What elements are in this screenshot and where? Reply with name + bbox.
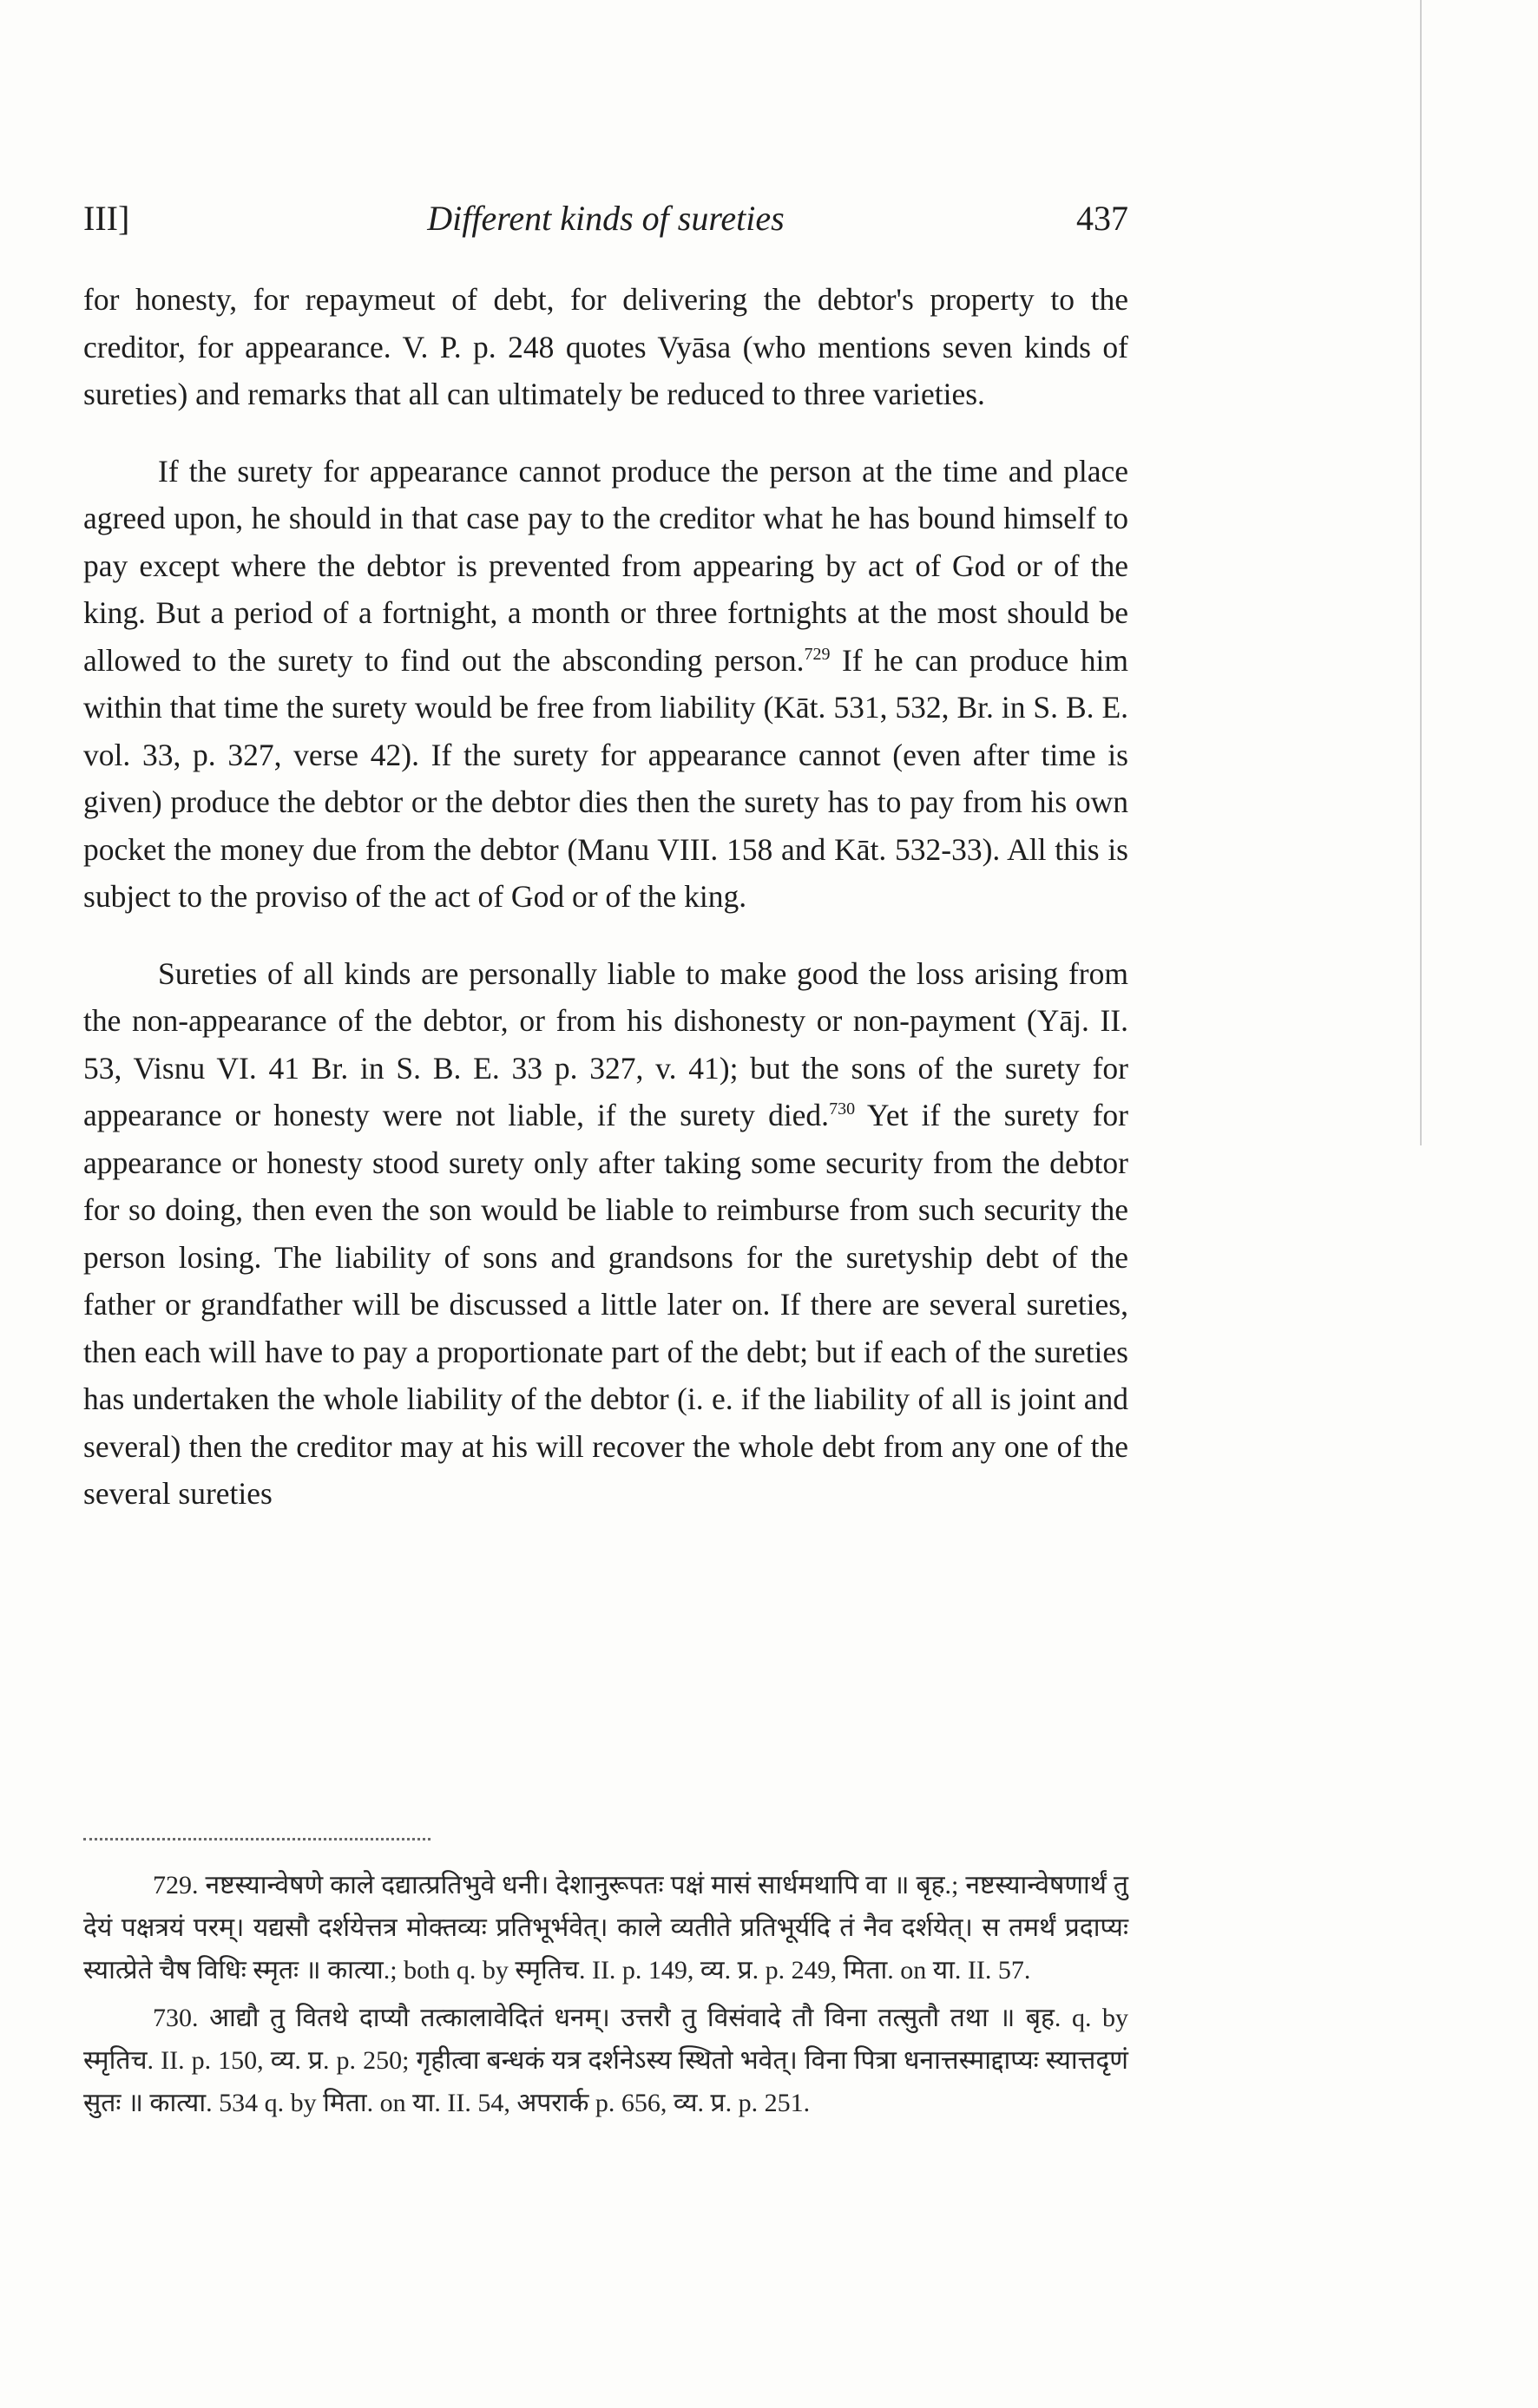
section-marker: III] [83, 199, 130, 238]
scan-edge-line [1420, 0, 1422, 1145]
page-number: 437 [1076, 199, 1128, 238]
footnote-divider [83, 1838, 431, 1840]
body-text [83, 276, 1128, 1547]
paragraph-3: Sureties of all kinds are personally liable to make good the loss arising from the non-appearance of the debtor, or from his dishonesty or non-payment (Yāj. II. 53, Visnu VI. 41 Br. in S. B. E. 33 p. 327, v. 41); but the sons of the surety for appearance or honesty were not liable, if the surety died.$^{730}$ Yet if the surety for appearance or honesty stood surety only after taking some security from the debtor for so doing, then even the son would be liable to reimburse from such security the person losing. The liability of sons and grandsons for the suretyship debt of the father or grandfather will be discussed a little later on. If there are several sureties, then each will have to pay a proportionate part of the debt; but if each of the sureties has undertaken the whole liability of the debtor (i. e. if the liability of all is joint and several) then the creditor may at his will recover the whole debt from any one of the several sureties [83, 955, 1128, 1511]
paragraph-1: for honesty, for repaymeut of debt, for delivering the debtor's property to the creditor, for appearance. V. P. p. 248 quotes Vyāsa (who mentions seven kinds of sureties) and remarks that all can ultimately be reduced to three varieties. [83, 282, 1128, 411]
footnotes [83, 1864, 1128, 2129]
footnote-ref-729[interactable]: 729 [804, 644, 831, 664]
paragraph-2: If the surety for appearance cannot produce the person at the time and place agreed upon, he should in that case pay to the creditor what he has bound himself to pay except where the debtor is prevented from appearing by act of God or of the king. But a period of a fortnight, a month or three fortnights at the most should be allowed to the surety to find out the absconding person.$^{729}$ If he can produce him within that time the surety would be free from liability (Kāt. 531, 532, Br. in S. B. E. vol. 33, p. 327, verse 42). If the surety for appearance cannot (even after time is given) produce the debtor or the debtor dies then the surety has to pay from his own pocket the money due from the debtor (Manu VIII. 158 and Kāt. 532-33). All this is subject to the proviso of the act of God or of the king. [83, 453, 1129, 914]
running-header [83, 198, 1128, 250]
footnote-ref-730[interactable]: 730 [829, 1099, 856, 1119]
footnote-729: 729. नष्टस्यान्वेषणे काले दद्यात्प्रतिभुवे धनी। देशानुरूपतः पक्षं मासं सार्धमथापि वा ॥ बृह.; नष्टस्यान्वेषणार्थं तु देयं पक्षत्रयं परम्। यद्यसौ दर्शयेत्तत्र मोक्तव्यः प्रतिभूर्भवेत्। काले व्यतीते प्रतिभूर्यदि तं नैव दर्शयेत्। स तमर्थं प्रदाप्यः स्यात्प्रेते चैष विधिः स्मृतः ॥ कात्या.; both q. by स्मृतिच. II. p. 149, व्य. प्र. p. 249, मिता. on या. II. 57. [83, 1871, 1128, 1985]
running-title: Different kinds of sureties [427, 199, 785, 238]
footnote-730: 730. आद्यौ तु वितथे दाप्यौ तत्कालावेदितं धनम्। उत्तरौ तु विसंवादे तौ विना तत्सुतौ तथा ॥ बृह. q. by स्मृतिच. II. p. 150, व्य. प्र. p. 250; गृहीत्वा बन्धकं यत्र दर्शनेऽस्य स्थितो भवेत्। विना पित्रा धनात्तस्माद्दाप्यः स्यात्तदृणं सुतः ॥ कात्या. 534 q. by मिता. on या. II. 54, अपरार्क p. 656, व्य. प्र. p. 251. [83, 2004, 1129, 2117]
